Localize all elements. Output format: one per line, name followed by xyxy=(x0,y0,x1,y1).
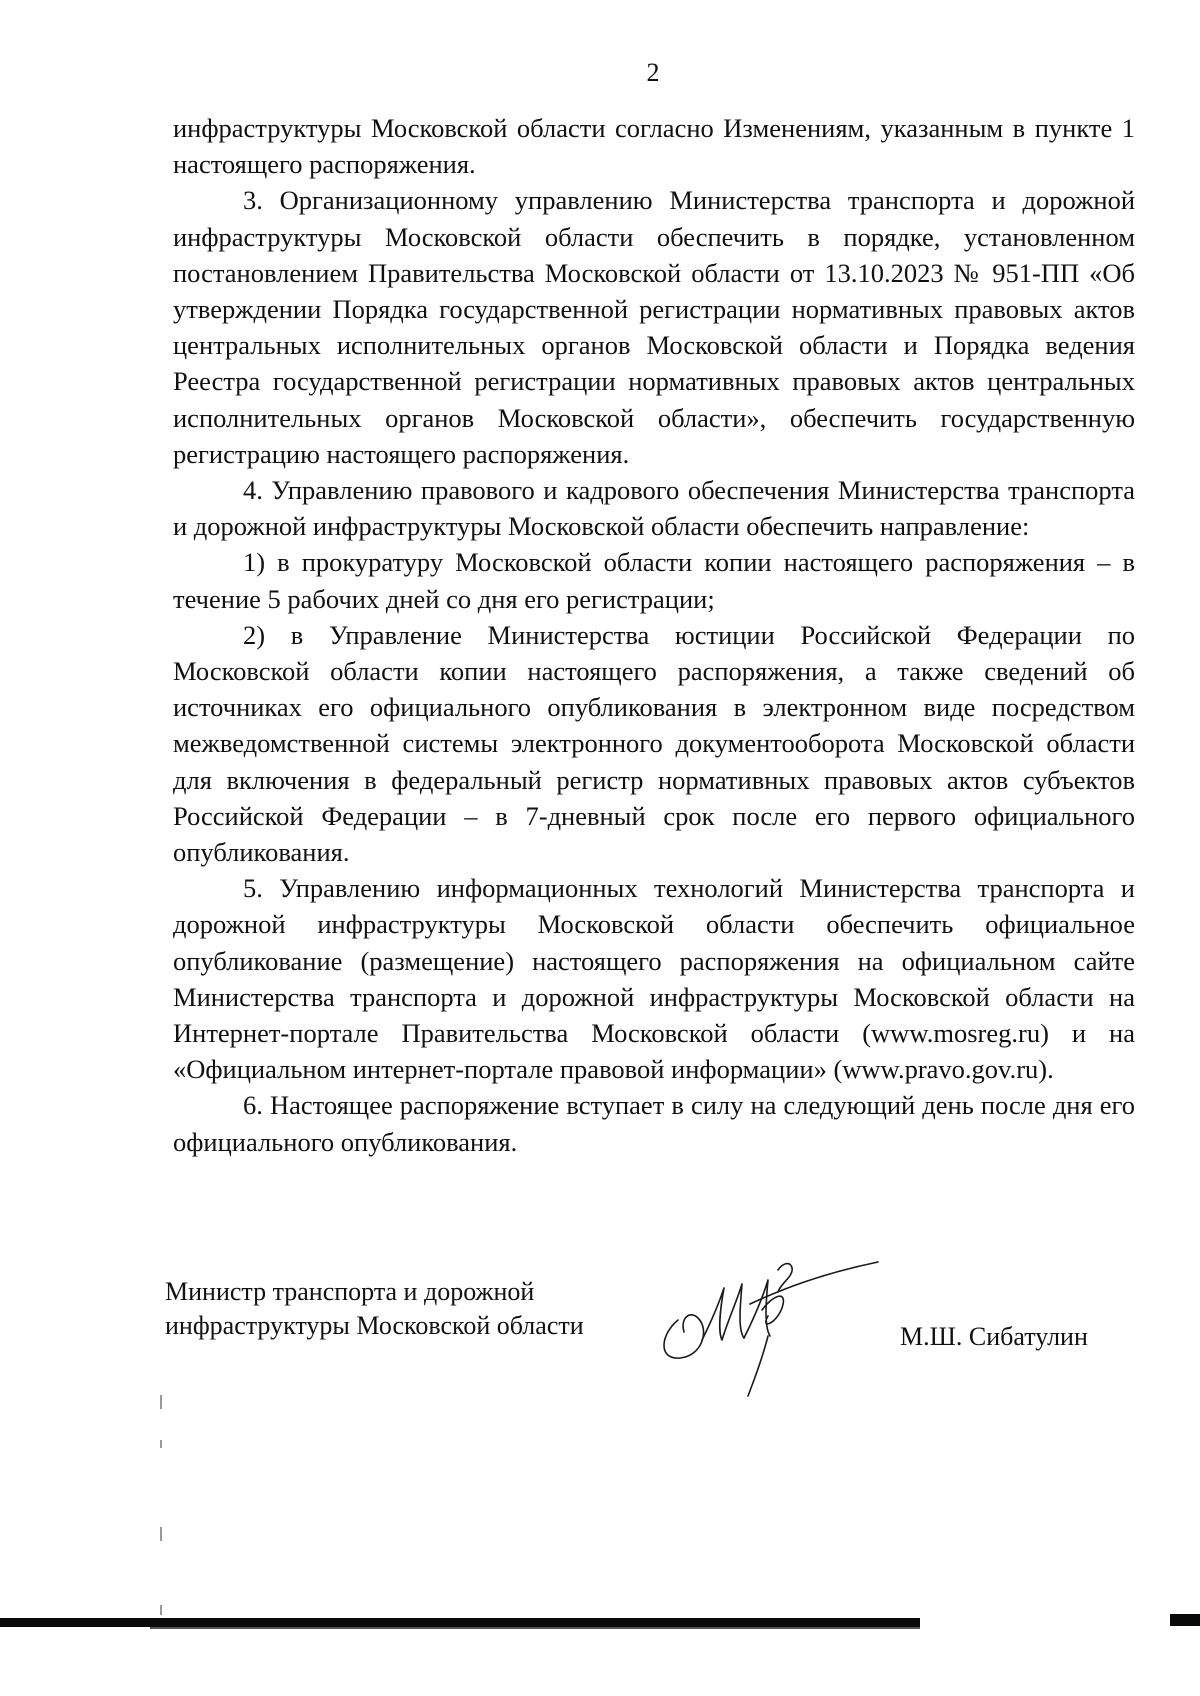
signatory-position-line-1: Министр транспорта и дорожной xyxy=(165,1277,535,1306)
paragraph-item-5: 5. Управлению информационных технологий Министерства транспорта и дорожной инфраструктуры Московской области обеспечить официальное опубликование (размещение) настоящего распоряжения на официальном сайте Министерства транспорта и дорожной инфраструктуры Московской области на Интернет-портале Правительства Московской области (www.mosreg.ru) и на «Официальном интернет-портале правовой информации» (www.pravo.gov.ru). xyxy=(173,873,1135,1085)
signatory-position xyxy=(165,1275,584,1343)
paragraph-item-6: 6. Настоящее распоряжение вступает в силу на следующий день после дня его официального опубликования. xyxy=(173,1090,1135,1157)
scan-artifact-mark xyxy=(160,1527,162,1541)
scan-artifact-mark xyxy=(160,1395,162,1409)
scan-bottom-edge xyxy=(0,1618,920,1627)
scan-bottom-edge-right xyxy=(1170,1614,1200,1626)
signatory-position-line-2: инфраструктуры Московской области xyxy=(165,1311,584,1340)
scan-artifact-mark xyxy=(160,1440,162,1448)
page-number: 2 xyxy=(646,58,660,87)
signatory-name: М.Ш. Сибатулин xyxy=(900,1322,1088,1351)
paragraph-subitem-1: 1) в прокуратуру Московской области копии настоящего распоряжения – в течение 5 рабочих дней со дня его регистрации; xyxy=(173,547,1135,614)
paragraph-subitem-2: 2) в Управление Министерства юстиции Российской Федерации по Московской области копии настоящего распоряжения, а также сведений об источниках его официального опубликования в электронном виде посредством межведомственной системы электронного документооборота Московской области для включения в федеральный регистр нормативных правовых актов субъектов Российской Федерации – в 7-дневный срок после его первого официального опубликования. xyxy=(173,619,1135,868)
scan-bottom-edge-thin xyxy=(150,1627,920,1629)
handwritten-signature xyxy=(650,1240,880,1400)
paragraph-item-3: 3. Организационному управлению Министерства транспорта и дорожной инфраструктуры Московской области обеспечить в порядке, установленном постановлением Правительства Московской области от 13.10.2023 № 951-ПП «Об утверждении Порядка государственной регистрации нормативных правовых актов центральных исполнительных органов Московской области и Порядка ведения Реестра государственной регистрации нормативных правовых актов центральных исполнительных органов Московской области», обеспечить государственную регистрацию настоящего распоряжения. xyxy=(173,185,1135,469)
paragraph-item-4: 4. Управлению правового и кадрового обеспечения Министерства транспорта и дорожной инфраструктуры Московской области обеспечить направление: xyxy=(173,475,1135,542)
scan-artifact-mark xyxy=(160,1605,162,1615)
paragraph-continuation: инфраструктуры Московской области согласно Изменениям, указанным в пункте 1 настоящего распоряжения. xyxy=(173,113,1135,180)
document-body xyxy=(173,110,1135,1160)
